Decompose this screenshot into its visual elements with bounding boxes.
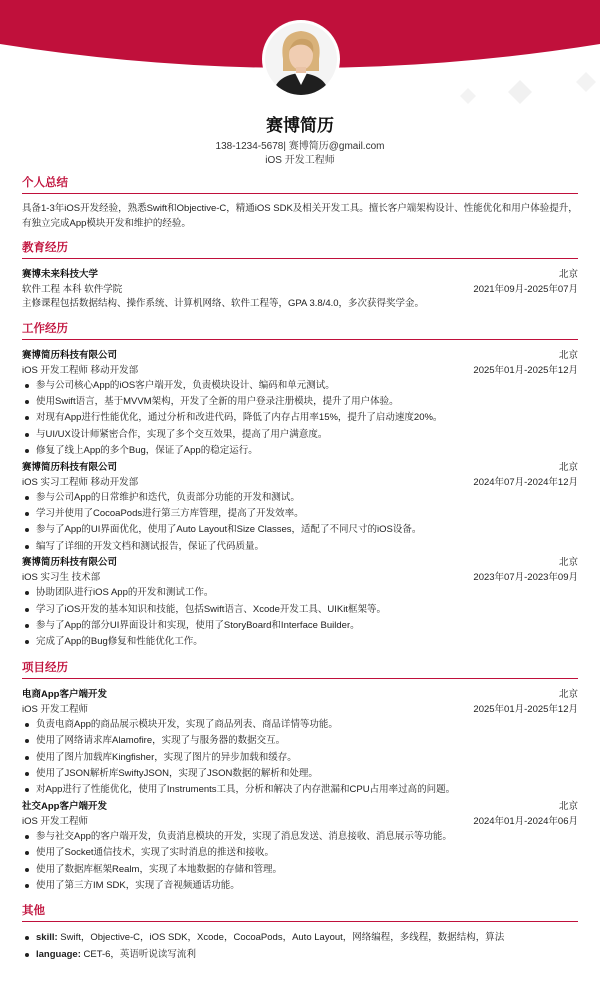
list-item: 参与公司App的日常维护和迭代，负责部分功能的开发和测试。 bbox=[22, 490, 578, 506]
company-location: 北京 bbox=[558, 557, 578, 569]
work-entry bbox=[22, 555, 578, 651]
project-role: iOS 开发工程师 bbox=[22, 703, 88, 715]
company-name: 赛博简历科技有限公司 bbox=[22, 461, 118, 473]
education-note: 主修课程包括数据结构、操作系统、计算机网络、软件工程等，GPA 3.8/4.0，多次获得奖学金。 bbox=[22, 298, 425, 309]
education-dates: 2021年09月-2025年07月 bbox=[473, 284, 578, 295]
degree-detail: 软件工程 本科 软件学院 bbox=[22, 284, 123, 295]
list-item: 使用了第三方IM SDK，实现了音视频通话功能。 bbox=[22, 878, 578, 894]
job-role: iOS 实习工程师 移动开发部 bbox=[22, 476, 139, 488]
language-value: CET-6，英语听说读写流利 bbox=[80, 948, 196, 960]
avatar bbox=[265, 23, 337, 95]
company-location: 北京 bbox=[558, 349, 578, 361]
section-title-other: 其他 bbox=[22, 903, 578, 922]
list-item: 使用了网络请求库Alamofire，实现了与服务器的数据交互。 bbox=[22, 733, 578, 749]
company-location: 北京 bbox=[558, 461, 578, 473]
job-title: iOS 开发工程师 bbox=[265, 155, 335, 166]
list-item: 编写了详细的开发文档和测试报告，保证了代码质量。 bbox=[22, 539, 578, 555]
project-name: 电商App客户端开发 bbox=[22, 688, 107, 700]
resume-body bbox=[22, 175, 578, 963]
candidate-name: 赛博简历 bbox=[266, 116, 334, 135]
project-location: 北京 bbox=[558, 688, 578, 700]
job-dates: 2023年07月-2023年09月 bbox=[473, 572, 578, 584]
project-dates: 2025年01月-2025年12月 bbox=[473, 703, 578, 715]
list-item: 学习了iOS开发的基本知识和技能，包括Swift语言、Xcode开发工具、UIKit框架等。 bbox=[22, 602, 578, 618]
list-item: 学习并使用了CocoaPods进行第三方库管理，提高了开发效率。 bbox=[22, 506, 578, 522]
language-key: language: bbox=[36, 948, 81, 960]
list-item: 完成了App的Bug修复和性能优化工作。 bbox=[22, 634, 578, 650]
job-role: iOS 实习生 技术部 bbox=[22, 572, 101, 584]
project-dates: 2024年01月-2024年06月 bbox=[473, 815, 578, 827]
list-item: 修复了线上App的多个Bug，保证了App的稳定运行。 bbox=[22, 443, 578, 459]
list-item: 使用了图片加载库Kingfisher，实现了图片的异步加载和缓存。 bbox=[22, 750, 578, 766]
list-item: 参与公司核心App的iOS客户端开发，负责模块设计、编码和单元测试。 bbox=[22, 378, 578, 394]
education-entry bbox=[22, 267, 578, 312]
skill-key: skill: bbox=[36, 932, 58, 944]
school-location: 北京 bbox=[558, 269, 578, 280]
list-item: 使用Swift语言，基于MVVM架构，开发了全新的用户登录注册模块，提升了用户体验。 bbox=[22, 394, 578, 410]
list-item: 使用了JSON解析库SwiftyJSON，实现了JSON数据的解析和处理。 bbox=[22, 766, 578, 782]
list-item: 对现有App进行性能优化，通过分析和改进代码，降低了内存占用率15%，提升了启动速度20%。 bbox=[22, 410, 578, 426]
list-item: 负责电商App的商品展示模块开发，实现了商品列表、商品详情等功能。 bbox=[22, 717, 578, 733]
resume-header bbox=[0, 114, 600, 168]
job-dates: 2024年07月-2024年12月 bbox=[473, 476, 578, 488]
project-name: 社交App客户端开发 bbox=[22, 800, 107, 812]
section-title-education: 教育经历 bbox=[22, 240, 578, 259]
section-title-work: 工作经历 bbox=[22, 321, 578, 340]
skill-value: Swift，Objective-C，iOS SDK，Xcode，CocoaPods，Auto Layout，网络编程，多线程，数据结构，算法 bbox=[57, 932, 505, 944]
list-item: 参与了App的UI界面优化，使用了Auto Layout和Size Classes，适配了不同尺寸的iOS设备。 bbox=[22, 522, 578, 538]
company-name: 赛博简历科技有限公司 bbox=[22, 557, 118, 569]
job-dates: 2025年01月-2025年12月 bbox=[473, 364, 578, 376]
list-item: 与UI/UX设计师紧密合作，实现了多个交互效果，提高了用户满意度。 bbox=[22, 427, 578, 443]
job-role: iOS 开发工程师 移动开发部 bbox=[22, 364, 139, 376]
project-bullets bbox=[22, 829, 578, 895]
work-entry bbox=[22, 348, 578, 460]
work-bullets bbox=[22, 378, 578, 460]
project-role: iOS 开发工程师 bbox=[22, 815, 88, 827]
section-title-projects: 项目经历 bbox=[22, 660, 578, 679]
list-item: 参与了App的部分UI界面设计和实现，使用了StoryBoard和Interface Builder。 bbox=[22, 618, 578, 634]
project-entry bbox=[22, 687, 578, 799]
project-bullets bbox=[22, 717, 578, 799]
list-item: 参与社交App的客户端开发，负责消息模块的开发，实现了消息发送、消息接收、消息展示等功能。 bbox=[22, 829, 578, 845]
list-item bbox=[22, 930, 578, 946]
list-item bbox=[22, 947, 578, 963]
project-entry bbox=[22, 799, 578, 895]
school-name: 赛博未来科技大学 bbox=[22, 269, 99, 280]
list-item: 使用了Socket通信技术，实现了实时消息的推送和接收。 bbox=[22, 845, 578, 861]
work-entry bbox=[22, 460, 578, 556]
list-item: 对App进行了性能优化，使用了Instruments工具，分析和解决了内存泄漏和CPU占用率过高的问题。 bbox=[22, 782, 578, 798]
work-bullets bbox=[22, 585, 578, 651]
project-location: 北京 bbox=[558, 800, 578, 812]
list-item: 使用了数据库框架Realm，实现了本地数据的存储和管理。 bbox=[22, 862, 578, 878]
company-name: 赛博简历科技有限公司 bbox=[22, 349, 118, 361]
list-item: 协助团队进行iOS App的开发和测试工作。 bbox=[22, 585, 578, 601]
summary-text: 具备1-3年iOS开发经验，熟悉Swift和Objective-C，精通iOS SDK及相关开发工具。擅长客户端架构设计、性能优化和用户体验提升，有独立完成App模块开发和维护的经验。 bbox=[22, 203, 578, 229]
contact-info: 138-1234-5678| 赛博简历@gmail.com bbox=[215, 141, 385, 152]
work-bullets bbox=[22, 490, 578, 556]
section-title-summary: 个人总结 bbox=[22, 175, 578, 194]
avatar-frame bbox=[262, 20, 340, 98]
other-list bbox=[22, 930, 578, 963]
